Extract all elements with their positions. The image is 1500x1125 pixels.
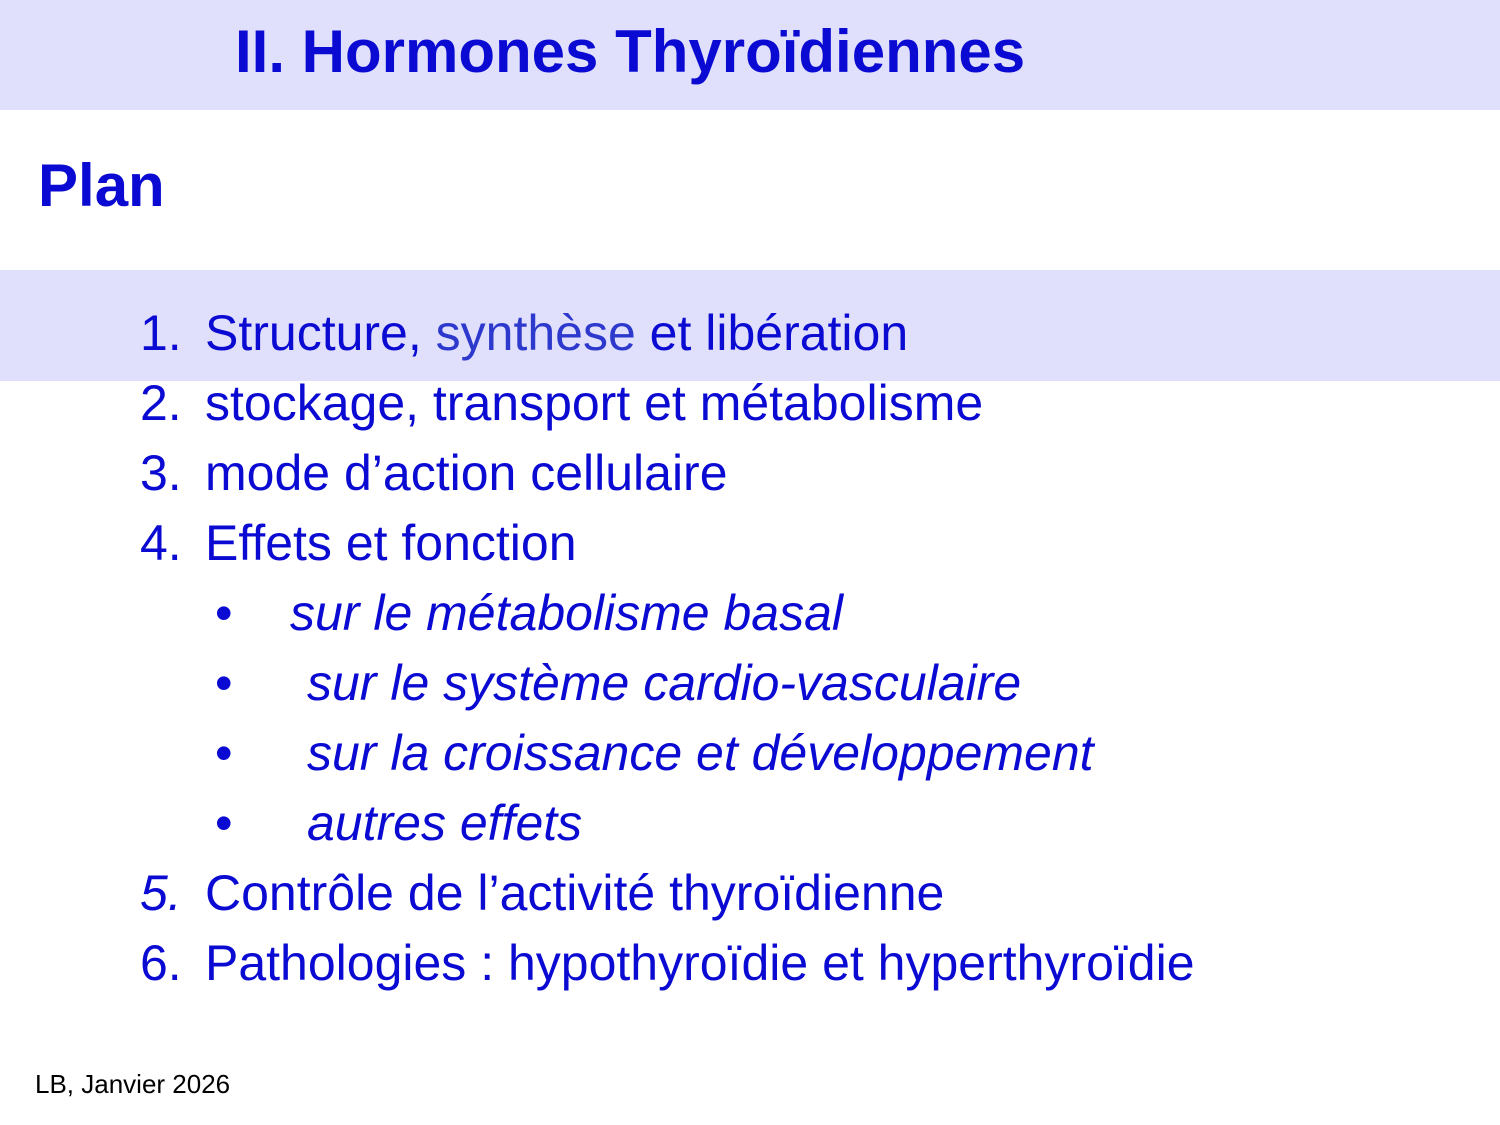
- item-text: Effets et fonction: [205, 515, 577, 571]
- item-text: [205, 305, 909, 361]
- bullet-icon: •: [215, 725, 233, 781]
- plan-item-2: [0, 375, 1500, 438]
- item-text: mode d’action cellulaire: [205, 445, 728, 501]
- item-number: 2.: [140, 375, 182, 431]
- item-text: Contrôle de l’activité thyroïdienne: [205, 865, 945, 921]
- sub-item-text: sur le système cardio-vasculaire: [307, 655, 1022, 711]
- sub-item-2: [0, 655, 1500, 718]
- sub-item-4: [0, 795, 1500, 858]
- bullet-icon: •: [215, 655, 233, 711]
- item-number: 6.: [140, 935, 182, 991]
- item-number: 5.: [140, 865, 182, 921]
- item-number: 1.: [140, 305, 182, 361]
- sub-item-text: autres effets: [307, 795, 583, 851]
- slide-title: II. Hormones Thyroïdiennes: [235, 18, 1026, 85]
- plan-item-1: [0, 305, 1500, 368]
- item-text-prefix: Structure,: [205, 305, 436, 361]
- plan-item-5: [0, 865, 1500, 928]
- item-number: 3.: [140, 445, 182, 501]
- item-text: Pathologies : hypothyroïdie et hyperthyroïdie: [205, 935, 1195, 991]
- item-text: stockage, transport et métabolisme: [205, 375, 984, 431]
- bullet-icon: •: [215, 585, 233, 641]
- item-number: 4.: [140, 515, 182, 571]
- sub-item-1: [0, 585, 1500, 648]
- plan-heading: Plan: [38, 152, 165, 219]
- sub-item-text: sur la croissance et développement: [307, 725, 1094, 781]
- sub-item-text: sur le métabolisme basal: [290, 585, 844, 641]
- plan-item-3: [0, 445, 1500, 508]
- plan-item-6: [0, 935, 1500, 998]
- item-text-accent: synthèse: [435, 305, 636, 361]
- sub-item-3: [0, 725, 1500, 788]
- footer-credit: LB, Janvier 2026: [35, 1069, 231, 1099]
- plan-item-4: [0, 515, 1500, 578]
- bullet-icon: •: [215, 795, 233, 851]
- item-text-suffix: et libération: [635, 305, 909, 361]
